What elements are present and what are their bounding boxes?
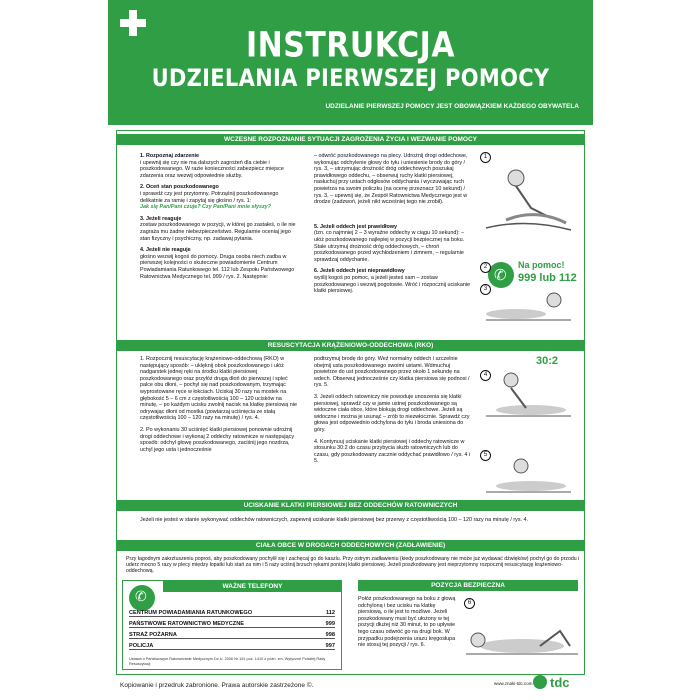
rko-c2: 2. Po wykonaniu 30 uciśnięć klatki piersiowej ponownie udrożnij drogi oddechowe i wykonaj 2 oddechy ratownicze w następujący sposób: odchyl głowę poszkodowanego, zaciśnij jego nozdrza, uchyl jego usta i jednocześnie bbox=[140, 426, 295, 453]
s6-text: wyślij kogoś po pomoc, a jeżeli jesteś sam – zostaw poszkodowanego i wezwij pogotowie. Wróć i rozpocznij uciskanie klatki piersiowej. bbox=[314, 274, 471, 295]
phone-row bbox=[129, 620, 335, 628]
phone-name: PAŃSTWOWE RATOWNICTWO MEDYCZNE bbox=[129, 621, 244, 627]
call-label: Na pomoc! bbox=[518, 260, 565, 270]
phone-number: 112 bbox=[325, 610, 335, 616]
phone-name: POLICJA bbox=[129, 643, 154, 649]
header-banner bbox=[108, 0, 593, 125]
figure-number-2: 2 bbox=[480, 262, 491, 273]
s2-text: i sprawdź czy jest przytomny. Potrząśnij poszkodowanego delikatnie za ramię i zapytaj się głośno / rys. 1: bbox=[140, 190, 279, 204]
s3-head: 3. Jeżeli reaguje bbox=[140, 215, 182, 222]
phone-name: CENTRUM POWIADAMIANIA RATUNKOWEGO bbox=[129, 610, 253, 616]
early-col1 bbox=[140, 153, 300, 285]
section-bar-foreign-body: CIAŁA OBCE W DROGACH ODDECHOWYCH (ZADŁAWIENIE) bbox=[116, 540, 585, 551]
title-line-1: INSTRUKCJA bbox=[245, 25, 456, 66]
phone-row bbox=[129, 609, 335, 617]
ratio-label: 30:2 bbox=[536, 355, 559, 367]
recovery-text: Połóż poszkodowanego na boku z głową odchyloną i bez ucisku na klatkę piersiową, o ile jest to możliwe. Jeżeli poszkodowany musi być ułożony w tej pozycji dłużej niż 30 minut, to po upływie tego czasu odwróć go na drugi bok. W przypadku podejrzenia urazu kręgosłupa nie stosuj tej pozycji / rys. 6. bbox=[358, 596, 456, 649]
poster bbox=[108, 0, 593, 700]
call-numbers: 999 lub 112 bbox=[518, 272, 577, 284]
rko-col2 bbox=[314, 356, 474, 470]
rko-c1: 1. Rozpocznij resuscytację krążeniowo-oddechową (RKO) w następujący sposób: – uklęknij obok poszkodowanego i ułóż nadgarstek jednej ręki na środku klatki piersiowej poszkodowanego oraz przyłóż drugą dłoń do pierwszej i spleć palce obu dłoni, – pochyl się nad poszkodowanym, trzymając wyprostowane ręce w łokciach. Uciskaj 30 razy na mostek na głębokość 5 – 6 cm z częstotliwością 100 – 120 ucisków na minutę, – po każdym ucisku zwolnij nacisk na klatkę piersiową nie odrywając dłoni od mostka (powtarzaj uciśnięcia ze stałą częstotliwością 100 – 120 razy na minutę) / rys. 4. bbox=[140, 356, 297, 422]
copyright-notice: Kopiowanie i przedruk zabronione. Prawa autorskie zastrzeżone ©. bbox=[120, 682, 314, 689]
s1-text: i upewnij się czy nie ma dalszych zagrożeń dla ciebie i poszkodowanego. W razie konieczności zabezpiecz miejsce zdarzenia oraz wezwij odpowiednie służby. bbox=[140, 159, 284, 179]
early-col2 bbox=[314, 153, 474, 300]
recovery-heading: POZYCJA BEZPIECZNA bbox=[358, 580, 578, 591]
section-bar-chest-only: UCISKANIE KLATKI PIERSIOWEJ BEZ ODDECHÓW RATOWNICZYCH bbox=[116, 500, 585, 511]
phone-name: STRAŻ POŻARNA bbox=[129, 632, 177, 638]
s2-quote: Jak się Pan/Pani czuje? Czy Pan/Pani mnie słyszy? bbox=[140, 204, 271, 211]
figure-number-4: 4 bbox=[480, 370, 491, 381]
chest-only-text: Jeżeli nie jesteś w stanie wykonywać oddechów ratowniczych, zapewnij uciskanie klatki piersiowej bez przerwy z częstotliwością 100 – 120 razy na minutę / rys. 4. bbox=[140, 517, 528, 523]
phone-row bbox=[129, 631, 335, 639]
s2-head: 2. Oceń stan poszkodowanego bbox=[140, 184, 219, 191]
figure-number-6: 6 bbox=[464, 598, 475, 609]
figure-4-chest-compression bbox=[476, 368, 581, 423]
s1-head: 1. Rozpoznaj zdarzenie bbox=[140, 153, 200, 159]
section-bar-rko: RESUSCYTACJA KRĄŻENIOWO-ODDECHOWA (RKO) bbox=[116, 340, 585, 351]
s3-text: zostaw poszkodowanego w pozycji, w której go zastałeś, o ile nie zagraża mu żadne niebezpieczeństwo. Regularnie oceniaj jego stan fizyczny i psychiczny, np. zadawaj pytania. bbox=[140, 222, 296, 242]
figure-5-rescue-breath bbox=[476, 448, 581, 498]
figure-number-3: 3 bbox=[480, 284, 491, 295]
phone-icon: ✆ bbox=[129, 585, 155, 611]
rko-c5: 4. Kontynuuj uciskanie klatki piersiowej i oddechy ratownicze w stosunku 30:2 do czasu przybycia służb ratowniczych lub do czasu, gdy poszkodowany zacznie oddychać prawidłowo / rys. 4 i 5. bbox=[314, 438, 471, 465]
rko-col1 bbox=[140, 356, 300, 458]
website-url: www.znaki-tdc.com bbox=[494, 681, 533, 686]
figure-3-open-airway bbox=[476, 282, 581, 330]
important-phones-box bbox=[122, 580, 342, 670]
figure-number-1: 1 bbox=[480, 152, 491, 163]
phones-heading: WAŻNE TELEFONY bbox=[163, 581, 342, 592]
phone-number: 997 bbox=[325, 643, 335, 649]
s4-text: głośno wezwij kogoś do pomocy. Druga osoba niech zadba w pierwszej kolejności o skuteczne powiadomienie Centrum Powiadamiania Ratunkowego tel. 112 lub Zespołu Państwowego Ratownictwa Medycznego tel. 999 / rys. 2. Następnie: bbox=[140, 253, 295, 280]
phone-number: 999 bbox=[325, 621, 335, 627]
figure-1-assess-consciousness bbox=[476, 148, 581, 248]
phone-number: 998 bbox=[325, 632, 335, 638]
logo-text: tdc bbox=[550, 675, 570, 690]
figure-number-5: 5 bbox=[480, 450, 491, 461]
s4-head: 4. Jeżeli nie reaguje bbox=[140, 247, 191, 254]
phones-legal-note: Ustawa o Państwowym Ratownictwie Medycznym Dz.U. 2006 Nr 191 poz. 1410 z późn. zm. Wytyczne Polskiej Rady Resuscytacji bbox=[129, 657, 326, 666]
rko-c3: podtrzymuj brodę do góry. Weź normalny oddech i szczelnie obejmij usta poszkodowanego swoimi ustami. Wdmuchuj powietrze do ust poszkodowanego przez około 1 sekundę na wdech. Obserwuj jednocześnie czy klatka piersiowa się podnosi / rys. 5. bbox=[314, 356, 470, 389]
section-bar-early: WCZESNE ROZPOZNANIE SYTUACJI ZAGROŻENIA ŻYCIA I WEZWANIE POMOCY bbox=[116, 134, 585, 145]
s5-head: 5. Jeżeli oddech jest prawidłowy bbox=[314, 223, 397, 230]
foreign-body-text: Przy łagodnym zakrztuszeniu poproś, aby poszkodowany pochylił się i zachęcaj go do kaszlu. Przy ostrym zadławieniu (kiedy poszkodowany nie może już wydawać dźwięków) pochyl go do przodu i uderz mocno 5 razy w plecy między łopatki lub stań za nim i 5 razy uciśnij brzuch rękami poniżej klatki piersiowej. Jeżeli poszkodowany jest nieprzytomny rozpocznij resuscytację krążeniowo-oddechową. bbox=[126, 556, 580, 575]
title-line-2: UDZIELANIA PIERWSZEJ POMOCY bbox=[151, 64, 550, 92]
col2-text: – odwróć poszkodowanego na plecy. Udrożnij drogi oddechowe, wykonując odchylenie głowy do tyłu i uniesienie brody do góry / rys. 3, – utrzymując drożność dróg oddechowych poszukaj prawidłowego oddechu, – obserwuj ruchy klatki piersiowej, nasłuchuj przy ustach odgłosów oddychania i wyczuwając ruch powietrza na swoim policzku (na ocenę przeznacz 10 sekund) / rys. 3, – upewnij się, że Zespół Ratownictwa Medycznego jest w drodze (zadzwoń, jeżeli nikt wcześniej tego nie zrobił). bbox=[314, 153, 468, 206]
tdc-logo bbox=[532, 672, 587, 692]
rko-c4: 3. Jeżeli oddech ratowniczy nie powoduje unoszenia się klatki piersiowej, sprawdź czy w jamie ustnej poszkodowanego są widoczne ciała obce, które blokują drogi oddechowe. Jeżeli są widoczne i można je usunąć – zrób to niezwłocznie. Sprawdź czy głowa jest odpowiednio odchylona do tyłu i broda uniesiona do góry. bbox=[314, 393, 470, 433]
s6-head: 6. Jeżeli oddech jest nieprawidłowy bbox=[314, 268, 405, 275]
phone-row bbox=[129, 642, 335, 650]
figure-6-recovery-position bbox=[460, 596, 582, 666]
subtitle: UDZIELANIE PIERWSZEJ POMOCY JEST OBOWIĄZKIEM KAŻDEGO OBYWATELA bbox=[325, 103, 579, 110]
s5-text: (tzn. co najmniej 2 – 3 wyraźne oddechy w ciągu 10 sekund): – ułóż poszkodowanego najlepiej w pozycji bezpiecznej na boku. Stale utrzymuj drożność dróg oddechowych, – chroń poszkodowanego przed wychłodzeniem i zimnem, – regularnie sprawdzaj oddychanie. bbox=[314, 230, 465, 263]
phone-icon: ✆ bbox=[488, 262, 514, 288]
